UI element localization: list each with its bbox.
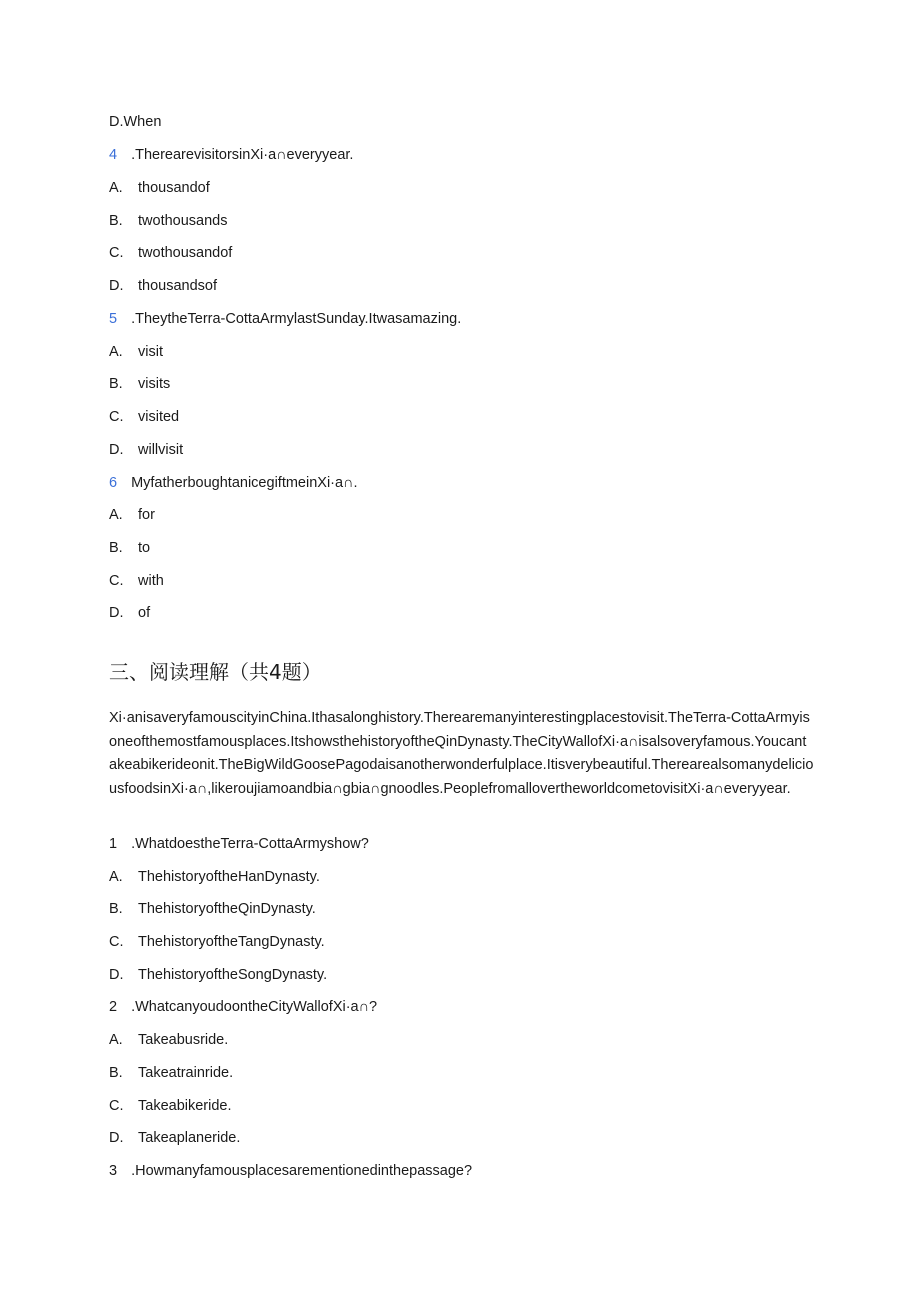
option-letter: D. [109,1130,124,1146]
question-number: 2 [109,999,118,1015]
option-text: visited [138,409,180,425]
rq1-option-c [109,933,325,951]
option-text: Takeabusride. [138,1032,229,1048]
reading-passage: Xi·anisaveryfamouscityinChina.Ithasalonghistory.Therearemanyinterestingplacestovisit.TheTerra-CottaArmyisoneofthemostfamousplaces.ItshowsthehistoryoftheQinDynasty.TheCityWallofXi·a∩isalsoveryfamous.Youcantakeabikerideonit.TheBigWildGoosePagodaisanotherwonderfulplace.Itisverybeautiful.TherearealsomanydeliciousfoodsinXi·a∩,likeroujiamoandbia∩gbia∩gnoodles.PeoplefromallovertheworldcometovisitXi·a∩everyyear. [109,710,814,797]
option-letter: D. [109,442,124,458]
option-letter: C. [109,409,124,425]
question-number: 1 [109,836,118,852]
question-stem: MyfatherboughtanicegiftmeinXi·a∩. [131,475,358,491]
option-text: ThehistoryoftheHanDynasty. [138,869,320,885]
option-text: to [138,540,151,556]
option-text: for [138,507,155,523]
option-letter: C. [109,245,124,261]
option-text: ThehistoryoftheQinDynasty. [138,901,316,917]
reading-question-1 [109,835,369,853]
question-stem: .TheytheTerra-CottaArmylastSunday.Itwasamazing. [131,311,462,327]
option-text: ThehistoryoftheTangDynasty. [138,934,325,950]
option-text: twothousands [138,213,228,229]
option-letter: B. [109,213,123,229]
option-text: D.When [109,114,162,130]
q6-option-a [109,506,155,524]
q6-option-c [109,572,164,590]
option-letter: B. [109,1065,123,1081]
option-text: Takeaplaneride. [138,1130,241,1146]
q5-option-a [109,343,163,361]
option-letter: D. [109,278,124,294]
option-letter: C. [109,1098,124,1114]
rq1-option-a [109,868,320,886]
rq2-option-a [109,1031,228,1049]
rq1-option-b [109,900,316,918]
option-text: thousandof [138,180,210,196]
question-stem: .WhatdoestheTerra-CottaArmyshow? [131,836,369,852]
option-letter: B. [109,540,123,556]
question-4 [109,146,353,164]
q5-option-b [109,375,170,393]
question-number: 4 [109,147,118,163]
option-text: with [138,573,164,589]
option-text: Takeabikeride. [138,1098,232,1114]
question-6 [109,474,358,492]
rq1-option-d [109,966,327,984]
option-text: visits [138,376,171,392]
option-letter: D. [109,967,124,983]
option-letter: A. [109,869,123,885]
option-letter: C. [109,573,124,589]
option-letter: D. [109,605,124,621]
question-stem: .Howmanyfamousplacesarementionedinthepassage? [131,1163,473,1179]
option-letter: A. [109,1032,123,1048]
section-heading: 三、阅读理解（共4题） [109,660,322,684]
rq2-option-c [109,1097,232,1115]
q6-option-b [109,539,150,557]
option-letter: C. [109,934,124,950]
q5-option-c [109,408,179,426]
question-number: 6 [109,475,118,491]
option-text: twothousandof [138,245,233,261]
question-5 [109,310,461,328]
reading-question-3 [109,1162,472,1180]
option-letter: A. [109,507,123,523]
option-letter: B. [109,376,123,392]
option-letter: B. [109,901,123,917]
q5-option-d [109,441,183,459]
question-number: 5 [109,311,118,327]
q4-option-a [109,179,210,197]
question-stem: .WhatcanyoudoontheCityWallofXi·a∩? [131,999,378,1015]
rq2-option-b [109,1064,233,1082]
option-letter: A. [109,180,123,196]
option-text: visit [138,344,163,360]
question-stem: .Therearevisitorsin​Xi·a∩everyyear. [131,147,354,163]
question-number: 3 [109,1163,118,1179]
option-text: of [138,605,151,621]
reading-question-2 [109,998,377,1016]
q3-option-d [109,113,161,131]
option-text: ThehistoryoftheSongDynasty. [138,967,328,983]
rq2-option-d [109,1129,240,1147]
option-letter: A. [109,344,123,360]
q4-option-b [109,212,227,230]
option-text: willvisit [138,442,184,458]
q4-option-d [109,277,217,295]
option-text: thousandsof [138,278,218,294]
q4-option-c [109,244,232,262]
option-text: Takeatrainride. [138,1065,234,1081]
q6-option-d [109,604,150,622]
